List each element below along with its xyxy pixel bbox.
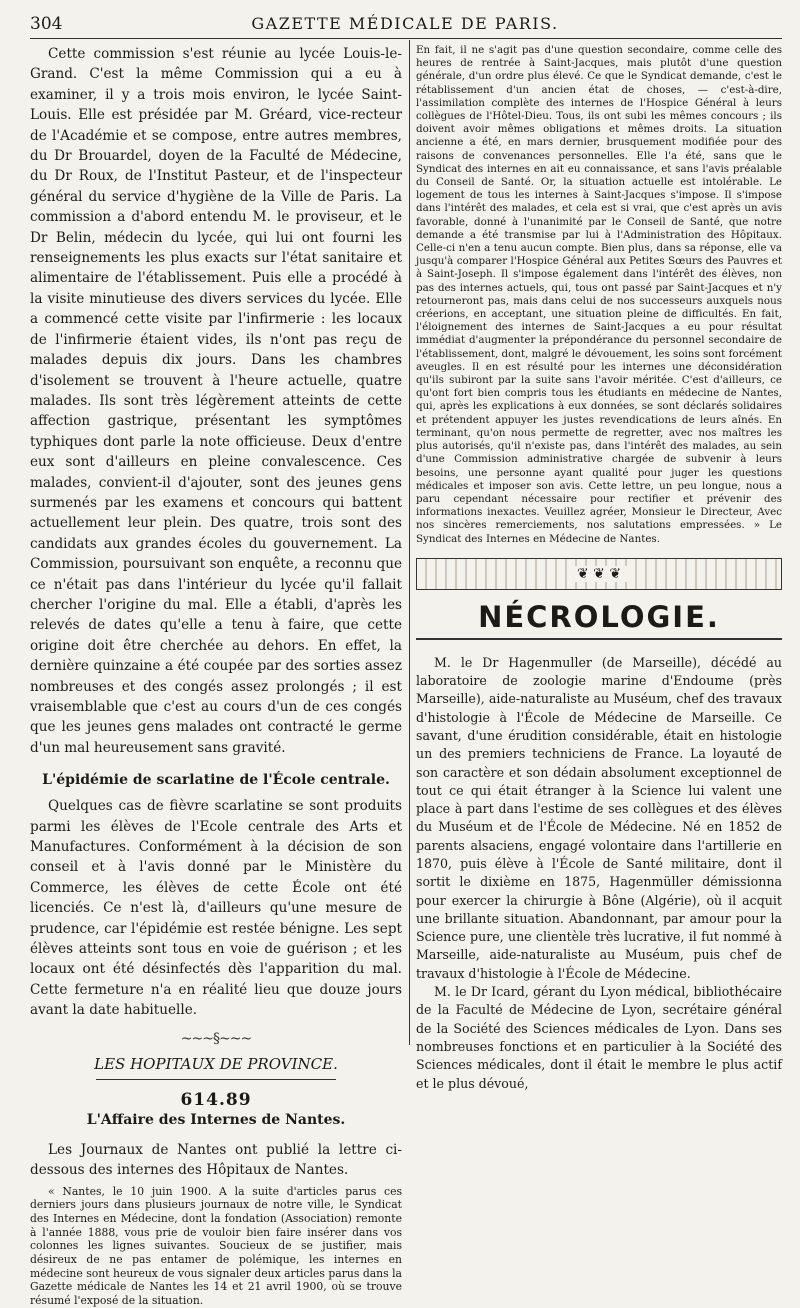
header-rule	[30, 38, 782, 39]
page-number: 304	[30, 14, 63, 34]
affair-heading: L'Affaire des Internes de Nantes.	[86, 1111, 346, 1128]
running-title: GAZETTE MÉDICALE DE PARIS.	[251, 14, 559, 33]
nantes-letter-continued: En fait, il ne s'agit pas d'une question secondaire, comme celle des heures de rentrée à Saint-Jacques, mais plutôt d'une question générale, d'un ordre plus élevé. Ce que le Syndicat demande, c'est le rétablissement d'un ancien état de choses, — c'est-à-dire, l'assimilation complète des internes de l'Hospice Général à leurs collègues de l'Hôtel-Dieu. Tous, ils ont subi les mêmes concours ; ils doivent avoir mêmes obligations et mêmes droits. La situation ancienne a été, en mars dernier, brusquement modifiée pour des raisons de convenances personnelles. Elle l'a été, sans que le Syndicat des internes en ait eu connaissance, et sans l'avis préalable du Conseil de Santé. Or, la situation actuelle est intolérable. Le logement de tous les internes à Saint-Jacques s'impose. Il s'impose dans l'intérêt des malades, et cela est si vrai, que c'est après un avis favorable, donné à l'unanimité par le Conseil de Santé, que notre demande a été transmise par lui à l'Administration des Hôpitaux. Celle-ci n'en a tenu aucun compte. Bien plus, dans sa réponse, elle va jusqu'à comparer l'Hospice Général aux Petites Sœurs des Pauvres et à Saint-Joseph. Il s'impose également dans l'intérêt des élèves, non pas des internes actuels, qui, tous ont passé par Saint-Jacques et n'y retourneront pas, mais dans celui de nos successeurs auxquels nous créerions, en acceptant, une situation pleine de difficultés. En fait, l'éloignement des internes de Saint-Jacques a eu pour résultat immédiat d'augmenter la prépondérance du personnel secondaire de l'établissement, dont, malgré le dévouement, les soins sont forcément aveugles. Il en est résulté pour les internes une déconsidération qu'ils subiront par la suite sans l'avoir méritée. C'est d'ailleurs, ce qu'ont fort bien compris tous les étudiants en médecine de Nantes, qui, après les explications à eux données, se sont déclarés solidaires et prétendent appuyer les justes revendications de leurs aînés. En terminant, qu'on nous permette de regretter, avec nos maîtres les plus autorisés, qu'il n'existe pas, dans l'intérêt des malades, au sein d'une Commission administrative chargée de subvenir à leurs besoins, une personne ayant qualité pour juger les questions médicales et imposer son avis. Cette lettre, un peu longue, nous a paru cependant nécessaire pour rectifier et prévenir des informations inexactes. Veuillez agréer, Monsieur le Directeur, Avec nos sincères remerciements, nos salutations empressées. » Le Syndicat des Internes en Médecine de Nantes.	[416, 44, 782, 545]
ornamental-band	[416, 558, 782, 590]
scarlatine-paragraph: Quelques cas de fièvre scarlatine se sont produits parmi les élèves de l'Ecole centrale des Arts et Manufactures. Conformément à la décision de son conseil et à l'avis donné par le Ministère du Commerce, les élèves de cette École ont été licenciés. Ce n'est là, d'ailleurs qu'une mesure de prudence, car l'épidémie est restée bénigne. Les sept élèves atteints sont tous en voie de guérison ; et les locaux ont été désinfectés dès l'apparition du mal. Cette fermeture n'a en réalité lieu que douze jours avant la date habituelle.	[30, 798, 402, 1019]
necrology-banner	[416, 558, 782, 640]
ornament-divider: ~~~§~~~	[180, 1030, 252, 1047]
provinces-rule	[96, 1079, 336, 1080]
ornament-glyph: ❦ ❦ ❦	[571, 566, 627, 582]
right-column	[416, 44, 782, 1093]
nantes-intro-paragraph: Les Journaux de Nantes ont publié la lettre ci-dessous des internes des Hôpitaux de Nantes.	[30, 1141, 402, 1179]
icard-paragraph: M. le Dr Icard, gérant du Lyon médical, bibliothécaire de la Faculté de Médecine de Lyon, secrétaire général de la Société des Sciences médicales de Lyon. Dans ses nombreuses fonctions et en particulier à la Société des Sciences médicales, dont il était le membre le plus actif et le plus dévoué,	[416, 984, 782, 1091]
column-divider	[409, 40, 410, 1045]
commission-paragraph: Cette commission s'est réunie au lycée Louis-le-Grand. C'est la même Commission qui a eu à examiner, il y a trois mois environ, le lycée Saint-Louis. Elle est présidée par M. Gréard, vice-recteur de l'Académie et se compose, entre autres membres, du Dr Brouardel, doyen de la Faculté de Médecine, du Dr Roux, de l'Institut Pasteur, et de l'inspecteur général du service d'hygiène de la Ville de Paris. La commission a d'abord entendu M. le proviseur, et le Dr Belin, médecin du lycée, qui lui ont fourni les renseignements les plus exacts sur l'état sanitaire et alimentaire de l'établissement. Puis elle a procédé à la visite minutieuse des divers services du lycée. Elle a commencé cette visite par l'infirmerie : les locaux de l'infirmerie étaient vides, ils n'ont pas reçu de malades depuis dix jours. Dans les chambres d'isolement se trouvent à l'heure actuelle, quatre malades. Ils sont très légèrement atteints de cette affection gastrique, présentant les symptômes typhiques dont parle la note officieuse. Deux d'entre eux sont d'ailleurs en pleine convalescence. Ces malades, convient-il d'ajouter, sont des jeunes gens surmenés par les examens et concours qui battent actuellement leur plein. Des quatre, trois sont des candidats aux grandes écoles du gouvernement. La Commission, poursuivant son enquête, a reconnu que ce n'était pas dans l'intérieur du lycée qu'il fallait chercher l'origine du mal. Elle a établi, d'après les relevés de dates qu'elle a tenu à faire, que cette origine doit être cherchée au dehors. En effet, la dernière quinzaine a été coupée par des sorties assez nombreuses et des congés assez prolongés ; il est vraisemblable que c'est au cours d'un de ces congés que les jeunes gens malades ont contracté le germe d'un mal heureusement sans gravité.	[30, 46, 402, 756]
class-number: 614.89	[180, 1089, 252, 1110]
scarlatine-heading: L'épidémie de scarlatine de l'École centrale.	[42, 772, 390, 789]
nantes-letter-start: « Nantes, le 10 juin 1900. A la suite d'articles parus ces derniers jours dans plusieurs journaux de notre ville, le Syndicat des Internes en Médecine, dont la fondation (Association) remonte à l'année 1888, vous prie de vouloir bien faire insérer dans vos colonnes les lignes suivantes. Soucieux de se justifier, mais désireux de ne pas entamer de polémique, les internes en médecine sont heureux de vous signaler deux articles parus dans la Gazette médicale de Nantes les 14 et 21 avril 1900, où se trouve résumé l'exposé de la situation.	[30, 1184, 402, 1308]
hagenmuller-paragraph: M. le Dr Hagenmuller (de Marseille), décédé au laboratoire de zoologie marine d'Endoume (près Marseille), aide-naturaliste au Muséum, chef des travaux d'histologie à l'École de Médecine de Marseille. Ce savant, d'une érudition considérable, était en histologie un des premiers techniciens de France. La loyauté de son caractère et son dédain absolument exceptionnel de tout ce qui était étranger à la Science lui valent une place à part dans l'estime de ses collègues et des élèves du Muséum et de l'École de Médecine. Né en 1852 de parents alsaciens, engagé volontaire dans l'artillerie en 1870, puis élève à l'École de Santé militaire, dont il sortit le dixième en 1875, Hagenmüller démissionna pour exercer la chirurgie à Bône (Algérie), où il acquit une brillante situation. Abandonnant, par amour pour la Science pure, une clientèle très lucrative, il fut nommé à Marseille, aide-naturaliste au Muséum, puis chef de travaux d'histologie à l'École de Médecine.	[416, 654, 782, 981]
necrology-rule	[416, 638, 782, 640]
provinces-heading: LES HOPITAUX DE PROVINCE.	[94, 1054, 338, 1073]
page-header	[30, 12, 780, 38]
necrology-title: NÉCROLOGIE.	[478, 599, 720, 634]
left-column	[30, 44, 402, 1308]
